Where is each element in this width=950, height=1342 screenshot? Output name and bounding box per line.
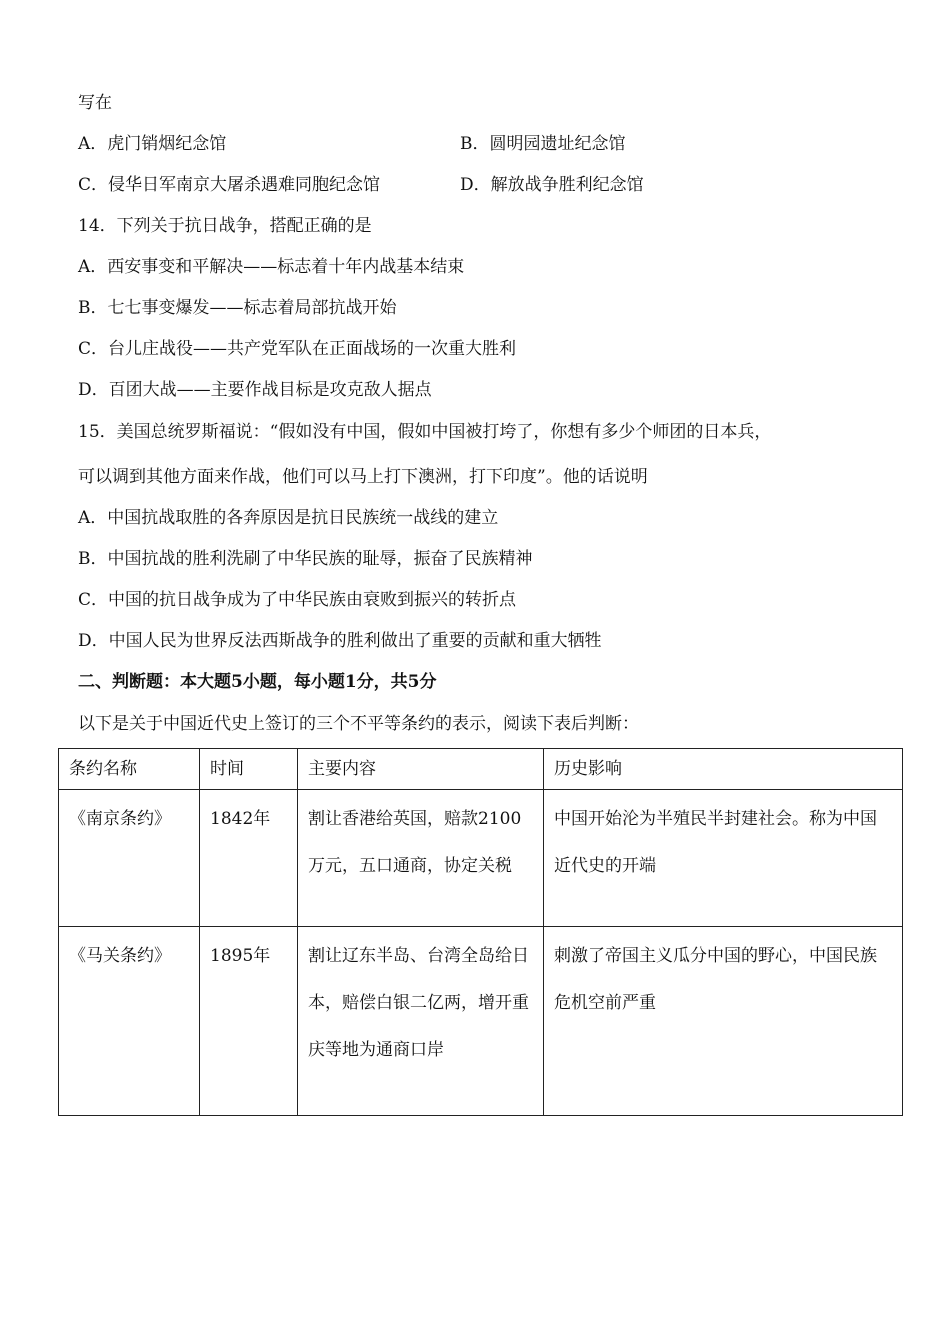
cell-treaty-name: 《马关条约》: [59, 927, 200, 1116]
section-intro: 以下是关于中国近代史上签订的三个不平等条约的表示，阅读下表后判断：: [78, 714, 639, 734]
q13-tail: 写在: [78, 93, 112, 113]
cell-content: 割让香港给英国，赔款2100万元，五口通商，协定关税: [298, 790, 544, 927]
q15-option-a: A．中国抗战取胜的各奔原因是抗日民族统一战线的建立: [78, 508, 499, 528]
cell-impact: 刺激了帝国主义瓜分中国的野心，中国民族危机空前严重: [544, 927, 903, 1116]
cell-time: 1842年: [200, 790, 298, 927]
header-impact: 历史影响: [544, 749, 903, 790]
cell-time: 1895年: [200, 927, 298, 1116]
cell-impact: 中国开始沦为半殖民半封建社会。称为中国近代史的开端: [544, 790, 903, 927]
section-heading: 二、判断题：本大题5小题，每小题1分，共5分: [78, 672, 437, 692]
table-row: [59, 927, 903, 1116]
q14-option-c: C．台儿庄战役——共产党军队在正面战场的一次重大胜利: [78, 339, 517, 359]
q15-stem-line1: 15．美国总统罗斯福说：“假如没有中国，假如中国被打垮了，你想有多少个师团的日本兵，: [78, 422, 772, 442]
q14-option-d: D．百团大战——主要作战目标是攻克敌人据点: [78, 380, 432, 400]
table-row: [59, 790, 903, 927]
cell-treaty-name: 《南京条约》: [59, 790, 200, 927]
q15-option-c: C．中国的抗日战争成为了中华民族由衰败到振兴的转折点: [78, 590, 517, 610]
treaty-table: [58, 748, 903, 1116]
q14-option-b: B．七七事变爆发——标志着局部抗战开始: [78, 298, 397, 318]
q13-option-b: B．圆明园遗址纪念馆: [460, 134, 626, 154]
q14-option-a: A．西安事变和平解决——标志着十年内战基本结束: [78, 257, 465, 277]
header-content: 主要内容: [298, 749, 544, 790]
q14-stem: 14．下列关于抗日战争，搭配正确的是: [78, 216, 372, 236]
q13-option-c: C．侵华日军南京大屠杀遇难同胞纪念馆: [78, 175, 381, 195]
q15-option-b: B．中国抗战的胜利洗刷了中华民族的耻辱，振奋了民族精神: [78, 549, 533, 569]
cell-content: 割让辽东半岛、台湾全岛给日本，赔偿白银二亿两，增开重庆等地为通商口岸: [298, 927, 544, 1116]
q15-option-d: D．中国人民为世界反法西斯战争的胜利做出了重要的贡献和重大牺牲: [78, 631, 602, 651]
q15-stem-line2: 可以调到其他方面来作战，他们可以马上打下澳洲，打下印度”。他的话说明: [78, 467, 648, 487]
header-treaty-name: 条约名称: [59, 749, 200, 790]
header-time: 时间: [200, 749, 298, 790]
table-header-row: [59, 749, 903, 790]
q13-option-a: A．虎门销烟纪念馆: [78, 134, 227, 154]
q13-option-d: D．解放战争胜利纪念馆: [460, 175, 644, 195]
